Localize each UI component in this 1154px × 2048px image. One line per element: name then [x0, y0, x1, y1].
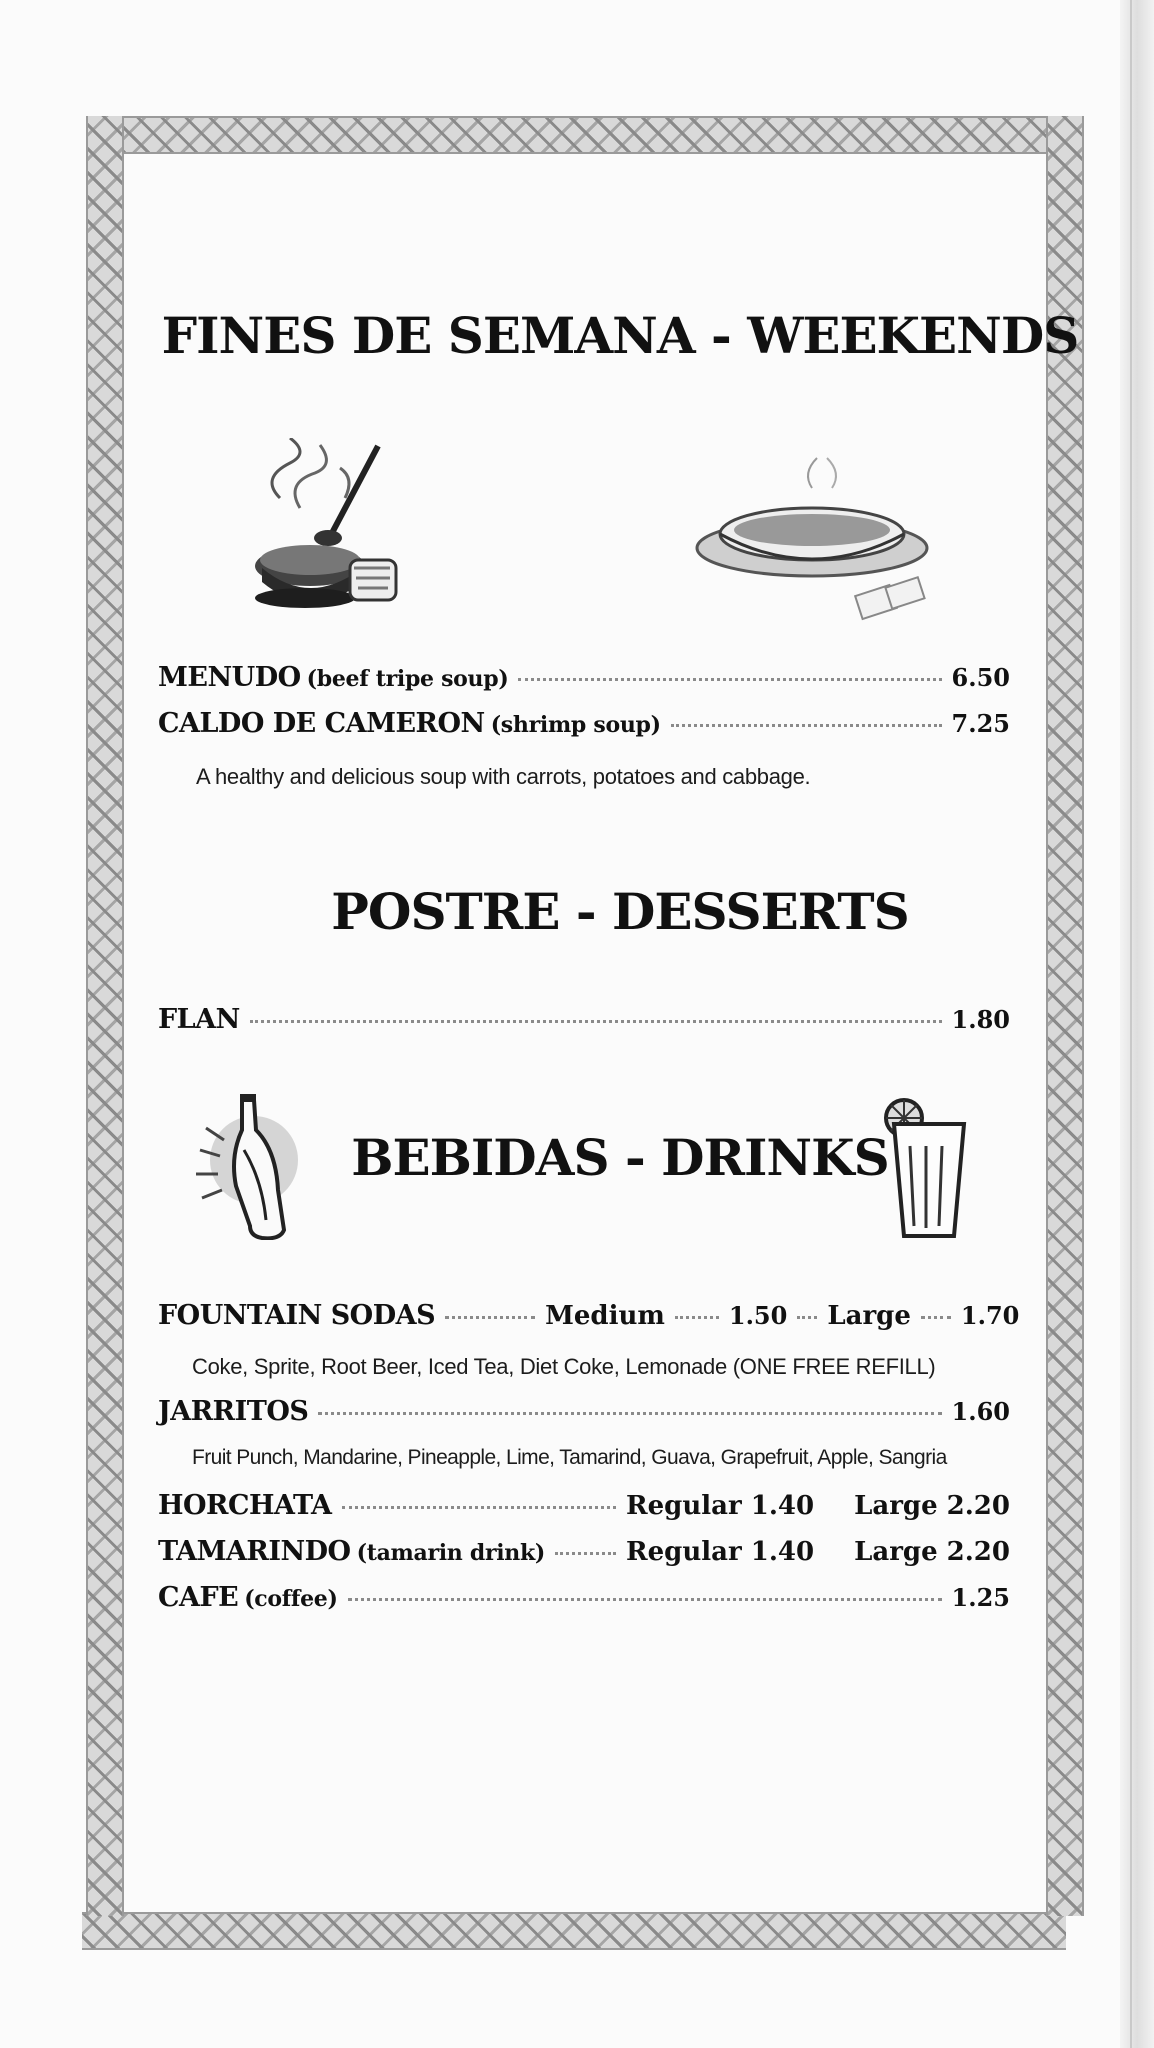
leader-dots: [250, 1020, 942, 1023]
item-price: 1.80: [951, 1005, 1010, 1034]
large-price: Large 2.20: [854, 1537, 1010, 1567]
item-name: FLAN: [158, 1004, 240, 1035]
leader-dots: [318, 1412, 941, 1415]
border-bottom: [82, 1912, 1066, 1950]
menu-item-tamarindo: [158, 1536, 1010, 1567]
drink-glass-icon: [880, 1096, 980, 1246]
leader-dots: [445, 1316, 535, 1319]
medium-label: Medium: [545, 1301, 665, 1331]
item-sub: (beef tripe soup): [306, 666, 509, 692]
large-price: Large 2.20: [854, 1491, 1010, 1521]
soup-bowl-icon: [692, 448, 952, 628]
menu-item-fountain-sodas: [158, 1300, 1020, 1331]
border-left: [86, 116, 124, 1916]
item-name: HORCHATA: [158, 1490, 332, 1521]
jarritos-description: Fruit Punch, Mandarine, Pineapple, Lime, Tamarind, Guava, Grapefruit, Apple, Sangria: [192, 1446, 947, 1469]
leader-dots: [518, 678, 941, 681]
leader-dots: [555, 1552, 616, 1555]
item-name: CAFE: [158, 1582, 239, 1613]
skillet-icon: [250, 438, 410, 618]
fountain-description: Coke, Sprite, Root Beer, Iced Tea, Diet Coke, Lemonade (ONE FREE REFILL): [192, 1354, 936, 1379]
menu-item-jarritos: [158, 1396, 1010, 1427]
border-right: [1046, 116, 1084, 1916]
leader-dots: [675, 1316, 719, 1319]
regular-price: Regular 1.40: [626, 1537, 815, 1567]
item-name: FOUNTAIN SODAS: [158, 1300, 436, 1331]
medium-price: 1.50: [728, 1301, 788, 1330]
menu-item-menudo: [158, 662, 1010, 693]
item-sub: (tamarin drink): [356, 1540, 546, 1566]
menu-item-flan: [158, 1004, 1010, 1035]
item-price: 7.25: [951, 709, 1010, 738]
weekends-description: A healthy and delicious soup with carrots, potatoes and cabbage.: [196, 764, 811, 789]
item-name: JARRITOS: [158, 1396, 309, 1427]
leader-dots: [797, 1316, 817, 1319]
leader-dots: [342, 1506, 617, 1509]
item-price: 1.60: [951, 1397, 1010, 1426]
item-name: CALDO DE CAMERON: [158, 708, 485, 739]
leader-dots: [921, 1316, 951, 1319]
desserts-title: POSTRE - DESSERTS: [331, 882, 909, 941]
item-price: 1.25: [951, 1583, 1010, 1612]
leader-dots: [671, 724, 942, 727]
border-top: [88, 116, 1084, 154]
large-label: Large: [827, 1301, 911, 1331]
item-name: MENUDO: [158, 662, 301, 693]
drinks-title: BEBIDAS - DRINKS: [351, 1128, 889, 1187]
weekends-title: FINES DE SEMANA - WEEKENDS: [161, 306, 1079, 365]
regular-price: Regular 1.40: [626, 1491, 815, 1521]
item-name: TAMARINDO: [158, 1536, 351, 1567]
item-sub: (coffee): [244, 1586, 338, 1612]
menu-item-caldo-de-cameron: [158, 708, 1010, 739]
item-sub: (shrimp soup): [490, 712, 661, 738]
menu-item-horchata: [158, 1490, 1010, 1521]
menu-item-cafe: [158, 1582, 1010, 1613]
leader-dots: [348, 1598, 942, 1601]
item-price: 6.50: [951, 663, 1010, 692]
large-price: 1.70: [960, 1301, 1020, 1330]
